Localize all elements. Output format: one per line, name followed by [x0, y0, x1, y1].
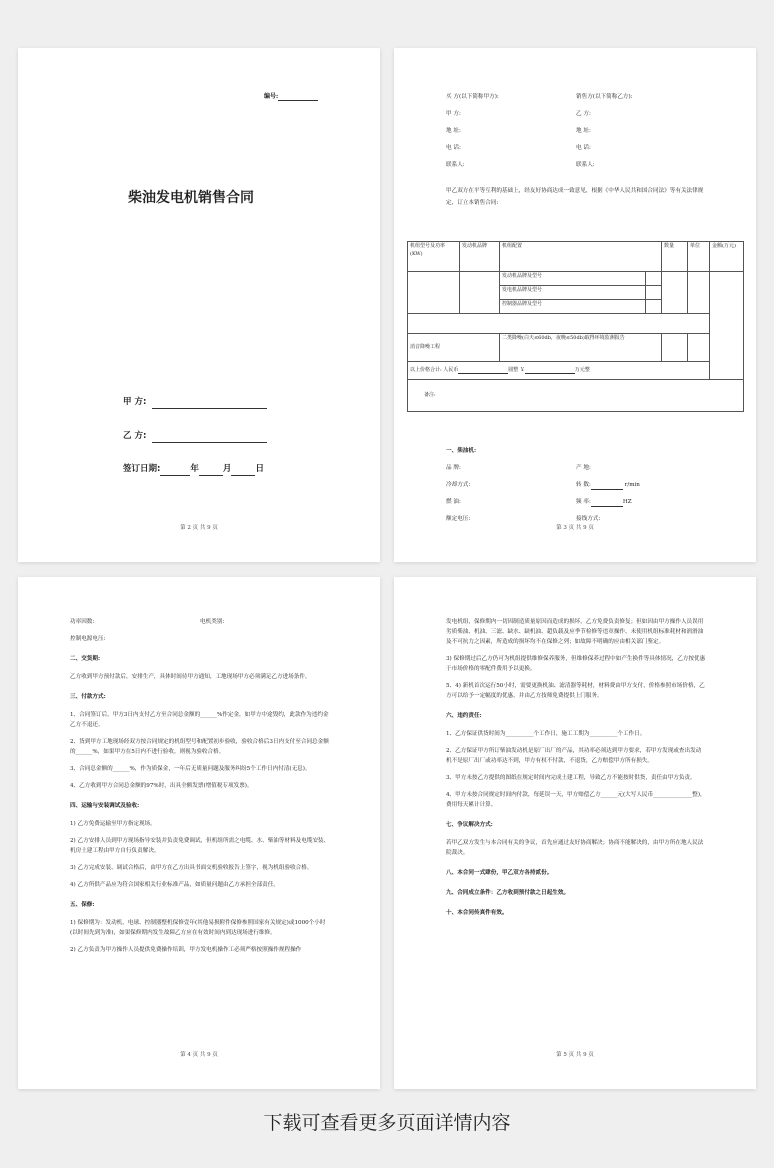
contract-number	[264, 92, 318, 101]
section-dispute-heading: 七、争议解决方式:	[446, 822, 493, 828]
clause-copies: 八、本合同一式肆份，甲乙双方各持贰份。	[446, 870, 553, 876]
total-words-blank	[458, 373, 508, 374]
speed-label: 转 数:	[576, 482, 591, 488]
speed-unit: r/min	[624, 482, 640, 488]
power-factor-label: 功率因数:	[70, 619, 95, 625]
brand-label: 品 牌:	[446, 465, 461, 471]
contract-number-line	[278, 100, 318, 101]
alternator-value	[645, 286, 661, 300]
contract-page-4	[18, 577, 380, 1089]
header-qty: 数量	[662, 242, 688, 272]
wiring-label: 接线方式:	[576, 516, 601, 522]
buyer-label: 买 方(以下简称甲方):	[446, 94, 499, 100]
blank-row	[408, 314, 710, 334]
party-a-label: 甲 方:	[123, 397, 147, 407]
month-blank	[199, 475, 223, 476]
cell-unit	[688, 272, 710, 314]
alternator-label: 发电机品牌及型号	[500, 286, 646, 300]
origin-label: 产 地:	[576, 465, 591, 471]
sign-date-line	[123, 463, 264, 476]
phone-b-label: 电 话:	[576, 145, 591, 151]
noise-label: 消音降噪工程	[408, 334, 500, 362]
warranty-clause-2: 2) 乙方负责为甲方操作人员提供免费操作培训，甲方发电机操作工必须严格按照操作规程操作	[70, 947, 302, 953]
noise-unit	[688, 334, 710, 362]
total-mid-label: 圆整 ￥	[508, 366, 525, 373]
warranty-clause-1: 1) 保修期为：发动机、电球、控制器整机保修壹年(其他易损附件保修参照国家有关规定)或1000个小时(以时间先到为准)，如果保修期内发生故障乙方应在有效时间内到达现场进行维修。	[70, 920, 326, 936]
payment-clause-3: 3、合同总金额的______%，作为质保金，一年后无质量问题及服务纠纷5个工作日内付清(无息)。	[70, 766, 311, 772]
address-b-label: 地 址:	[576, 128, 591, 134]
section-diesel-heading: 一、柴油机:	[446, 448, 477, 454]
controller-label: 控制器品牌及型号	[500, 300, 646, 314]
freq-blank	[591, 506, 623, 507]
clause-fax-valid: 十、本合同传真件有效。	[446, 910, 508, 916]
day-label: 日	[255, 464, 264, 474]
warranty-continued: 发电机组，保修期内一切因制造质量原因而造成的损坏，乙方免费负责修复；但如因由甲方操作人员误用劣质柴油、机油、三滤、缺水、缺机油、超负载及应季节检修等违章操作、未使用机组标准耗材和润滑油及不可抗力之因素，所造成的损坏均不在保修之列；如故障不明确的应由相关部门鉴定。	[446, 619, 704, 645]
total-row	[408, 362, 710, 380]
header-config: 机组配置	[500, 242, 662, 272]
total-end-label: 万元整	[574, 366, 590, 373]
header-unit: 单位	[688, 242, 710, 272]
page-footer: 第 2 页 共 9 页	[180, 524, 218, 531]
party-b-blank	[152, 442, 267, 443]
page-footer: 第 4 页 共 9 页	[180, 1051, 218, 1058]
installation-clause-3: 3) 乙方完成安装、调试合格后，由甲方在乙方出具书面交机验收报告上签字，视为机组验收合格。	[70, 865, 313, 871]
seller-label: 销售方(以下简称乙方):	[576, 94, 633, 100]
contract-cover-page	[18, 48, 380, 562]
warranty-clause-4: 5、4) 新机首次运行50小时，需要更换机油、滤清器等耗材，材料费由甲方支付，价格参照市场价格，乙方可以给予一定幅度的优惠，并由乙方技师免费提供上门服务。	[446, 683, 705, 699]
noise-qty	[662, 334, 688, 362]
liability-clause-1: 1、乙方保证供货时间为__________个工作日，施工工期为__________个工作日。	[446, 731, 646, 737]
month-label: 月	[222, 464, 232, 474]
freq-unit: HZ	[622, 499, 632, 505]
cell-amount	[710, 272, 744, 380]
page-footer: 第 3 页 共 9 页	[556, 524, 594, 531]
year-label: 年	[190, 464, 199, 474]
liability-clause-4: 4、甲方未按合同规定时间内付款，每延误一天，甲方赔偿乙方______元(大写人民币______________整)，费用每天累计计算。	[446, 792, 706, 808]
sign-date-label: 签订日期:	[123, 464, 161, 474]
freq-label: 频 率:	[576, 499, 591, 505]
section-installation-heading: 四、运输与安装调试及验收:	[70, 803, 140, 809]
control-voltage-label: 控制电源电压:	[70, 636, 106, 642]
fuel-label: 燃 油:	[446, 499, 461, 505]
warranty-clause-3: 3) 保修期过后乙方仍可为机组提供维修保养服务，但维修保养过程中如产生换件等具体情况，乙方按优惠于市场价格的零配件费用予以更换。	[446, 656, 706, 672]
party-a-blank	[152, 408, 267, 409]
remark-cell: 备注:	[408, 380, 744, 412]
delivery-paragraph: 乙方收到甲方预付款后，安排生产，具体时间待甲方通知，工地现场甲方必须满足乙方进场条件。	[70, 674, 311, 680]
total-label: 以上价格合计: 人民币	[410, 366, 459, 373]
liability-clause-2: 2、乙方保证甲方所订柴油发动机是原厂出厂的产品，其功率必须达到甲方要求，若甲方发现或查出发动机不是原厂出厂或功率达不到，甲方有权不付款，不退货，乙方赔偿甲方所有损失。	[446, 748, 702, 764]
party-a-label: 甲 方:	[446, 111, 461, 117]
contract-number-label: 编号:	[264, 93, 279, 100]
phone-a-label: 电 话:	[446, 145, 461, 151]
motor-type-label: 电机类别:	[200, 619, 225, 625]
intro-paragraph: 甲乙双方在平等互利的基础上，经友好协商达成一致意见，根据《中华人民共和国合同法》等有关法律规定，订立本销售合同:	[446, 188, 704, 206]
diesel-section	[446, 446, 706, 531]
download-caption: 下载可查看更多页面详情内容	[263, 1112, 511, 1134]
installation-clause-4: 4) 乙方所供产品应为符合国家相关行业标准产品，如质量问题由乙方承担全部责任。	[70, 882, 279, 888]
payment-clause-4: 4、乙方收到甲方合同总金额的97%时，出具全额发票(增值税专项发票)。	[70, 783, 253, 789]
voltage-label: 额定电压:	[446, 516, 471, 522]
section-payment-heading: 三、付款方式:	[70, 694, 106, 700]
year-blank	[160, 475, 190, 476]
product-table	[407, 241, 744, 412]
contact-a-label: 联系人:	[446, 162, 465, 168]
header-model: 机组型号及功率(KW)	[408, 242, 460, 272]
page5-body	[446, 617, 706, 926]
parties-block	[446, 92, 706, 177]
liability-clause-3: 3、甲方未按乙方提供的图纸在规定时间内完成土建工程，导致乙方不能按时供货，责任由甲方负责。	[446, 775, 696, 781]
contact-b-label: 联系人:	[576, 162, 595, 168]
page4-body	[70, 617, 330, 955]
section-liability-heading: 六、违约责任:	[446, 713, 482, 719]
party-b-line	[123, 430, 267, 443]
page-footer: 第 5 页 共 9 页	[556, 1051, 594, 1058]
cell-brand	[460, 272, 500, 314]
engine-label: 发动机品牌及型号	[500, 272, 646, 286]
contract-page-3	[394, 48, 756, 562]
section-delivery-heading: 二、交货期:	[70, 656, 101, 662]
cooling-label: 冷却方式:	[446, 482, 471, 488]
contract-title: 柴油发电机销售合同	[128, 190, 254, 206]
cell-model	[408, 272, 460, 314]
dispute-paragraph: 若甲乙双方发生与本合同有关的争议，首先应通过友好协商解决；协商不能解决的，由甲方所在地人民法院裁决。	[446, 840, 704, 856]
party-b-label: 乙 方:	[576, 111, 591, 117]
header-brand: 发动机品牌	[460, 242, 500, 272]
engine-value	[645, 272, 661, 286]
noise-desc: 二类降噪(白天≤60db，夜晚≤50db)取得环境监测报告	[500, 334, 662, 362]
cell-qty	[662, 272, 688, 314]
contract-page-5	[394, 577, 756, 1089]
section-warranty-heading: 五、保修:	[70, 902, 95, 908]
controller-value	[645, 300, 661, 314]
payment-clause-2: 2、货到甲方工地现场经双方按合同规定的机组型号和配置初步验收，验收合格后3日内支付至合同总金额的______%，如果甲方在5日内不进行验收，则视为验收合格。	[70, 739, 329, 755]
party-a-line	[123, 396, 267, 409]
day-blank	[231, 475, 255, 476]
installation-clause-1: 1) 乙方免费运输至甲方指定现场。	[70, 821, 156, 827]
speed-blank	[591, 489, 623, 490]
header-amount: 金额(万元)	[710, 242, 744, 272]
installation-clause-2: 2) 乙方安排人员到甲方现场指导安装并负责免费调试，但机组所需之电缆、水、柴油等材料及电缆安装、机房土建工程由甲方自行负责解决。	[70, 838, 330, 854]
total-number-blank	[525, 373, 575, 374]
address-a-label: 地 址:	[446, 128, 461, 134]
party-b-label: 乙 方:	[123, 431, 147, 441]
payment-clause-1: 1、合同签订后，甲方3日内支付乙方至合同总金额的______%作定金，如甲方中途毁约，此款作为违约金乙方不退还。	[70, 712, 329, 728]
clause-effective: 九、合同成立条件：乙方收到预付款之日起生效。	[446, 890, 570, 896]
